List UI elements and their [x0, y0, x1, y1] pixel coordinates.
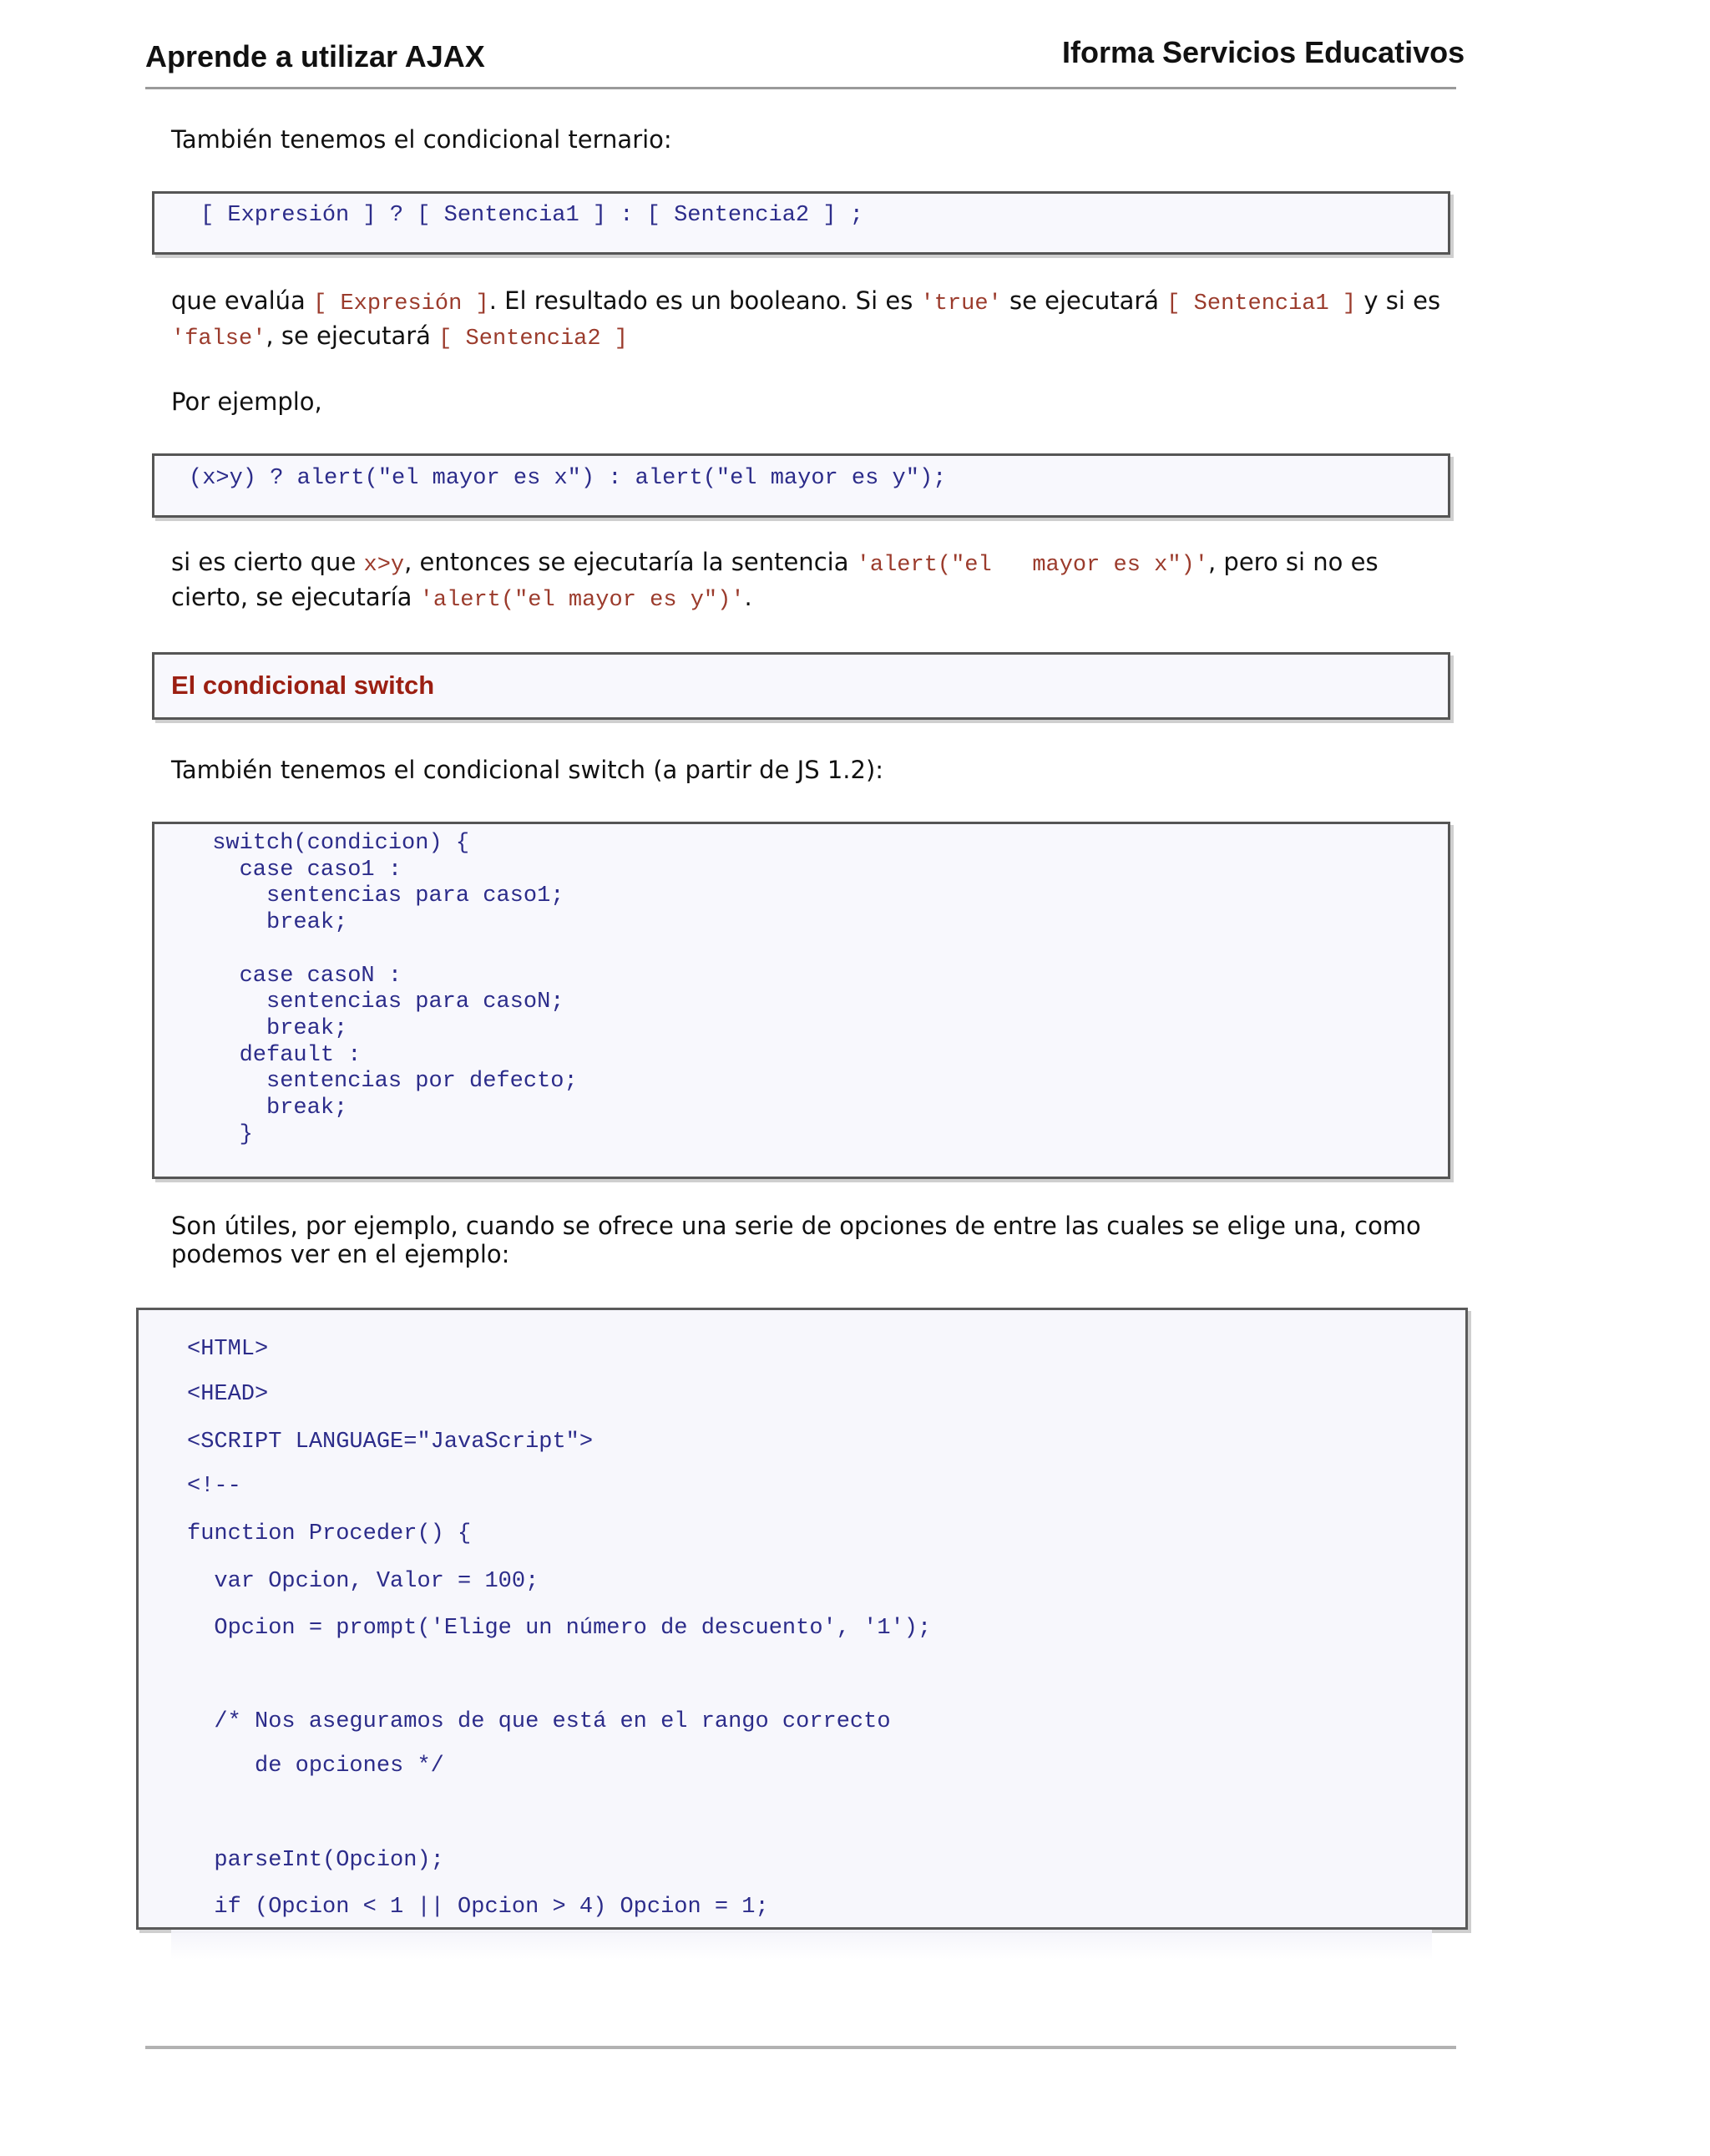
footer-divider: [145, 2046, 1456, 2049]
eval-text-3: se ejecutará: [1001, 286, 1167, 315]
code-line: de opciones */: [187, 1754, 444, 1779]
eval-text-5: , se ejecutará: [266, 321, 439, 350]
ternary-syntax-code: [ Expresión ] ? [ Sentencia1 ] : [ Sentencia2 ] ;: [200, 203, 863, 228]
ternary-intro-text: También tenemos el condicional ternario:: [171, 125, 672, 154]
explain-code-alert-x: 'alert("el mayor es x")': [856, 553, 1208, 578]
code-line: <!--: [187, 1474, 241, 1499]
explain-text-4: .: [744, 583, 752, 611]
header-right-title: Iforma Servicios Educativos: [1062, 35, 1465, 69]
evaluation-paragraph: [171, 285, 1457, 355]
code-line: parseInt(Opcion);: [187, 1848, 444, 1873]
explain-code-condition: x>y: [363, 553, 405, 578]
eval-code-expresion: [ Expresión ]: [313, 291, 489, 316]
utiles-paragraph: Son útiles, por ejemplo, cuando se ofrece una serie de opciones de entre las cuales se elige una, como podemos ver en el ejemplo:: [171, 1212, 1421, 1268]
code-line: Opcion = prompt('Elige un número de descuento', '1');: [187, 1616, 932, 1641]
eval-code-false: 'false': [171, 326, 266, 352]
code-line: function Proceder() {: [187, 1521, 472, 1546]
eval-code-sentencia2: [ Sentencia2 ]: [438, 326, 628, 352]
eval-text-2: . El resultado es un booleano. Si es: [488, 286, 921, 315]
code-line: if (Opcion < 1 || Opcion > 4) Opcion = 1;: [187, 1895, 769, 1920]
code-line: <SCRIPT LANGUAGE="JavaScript">: [187, 1430, 594, 1455]
explain-text-2: , entonces se ejecutaría la sentencia: [404, 548, 857, 576]
code-line: <HTML>: [187, 1337, 269, 1362]
switch-code: switch(condicion) { case caso1 : sentencias para caso1; break; case casoN : sentencias para casoN; break; default : sentencias por defecto; break; }: [212, 831, 578, 1147]
explain-text-1: si es cierto que: [171, 548, 364, 576]
explain-code-alert-y: 'alert("el mayor es y")': [419, 588, 745, 613]
switch-intro-text: También tenemos el condicional switch (a partir de JS 1.2):: [171, 756, 884, 784]
header-divider: [145, 87, 1456, 89]
ternary-example-code: (x>y) ? alert("el mayor es x") : alert("el mayor es y");: [189, 466, 947, 491]
explain-text-3: , pero si no es cierto, se ejecutaría: [171, 548, 1379, 611]
code-line: /* Nos aseguramos de que está en el rango correcto: [187, 1709, 891, 1734]
eval-code-sentencia1: [ Sentencia1 ]: [1166, 291, 1357, 316]
explanation-paragraph: [171, 546, 1457, 616]
eval-text-4: y si es: [1356, 286, 1441, 315]
eval-text-1: que evalúa: [171, 286, 314, 315]
header-left-title: Aprende a utilizar AJAX: [145, 39, 485, 73]
eval-code-true: 'true': [920, 291, 1002, 316]
code-line: <HEAD>: [187, 1382, 269, 1407]
section-heading: El condicional switch: [171, 671, 435, 700]
code-line: var Opcion, Valor = 100;: [187, 1569, 539, 1594]
html-example-fade: [171, 1930, 1432, 1960]
por-ejemplo-text: Por ejemplo,: [171, 387, 322, 416]
